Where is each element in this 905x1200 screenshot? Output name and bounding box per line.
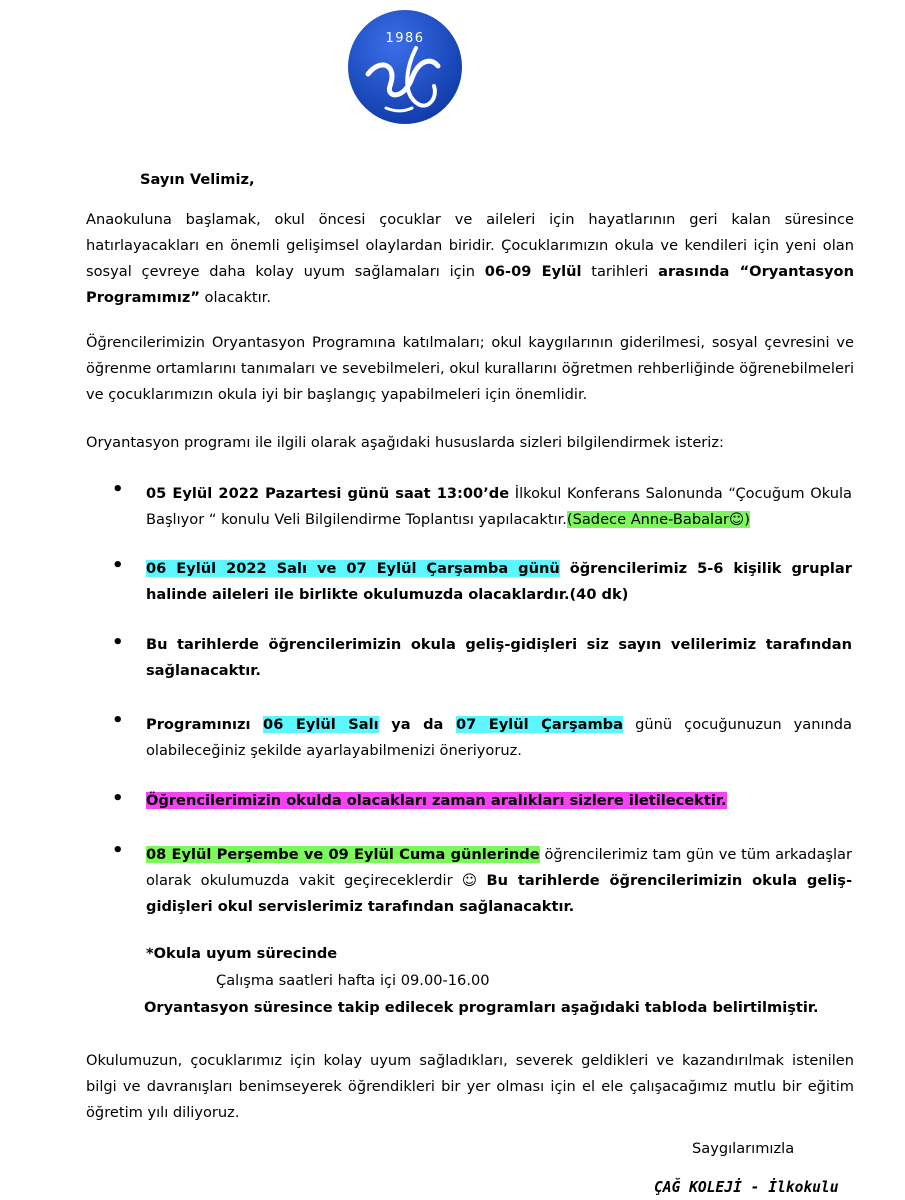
list-item-time-slots: Öğrencilerimizin okulda olacakları zaman aralıkları sizlere iletilecektir. <box>146 792 727 809</box>
school-logo <box>346 8 464 126</box>
intro-paragraph: Anaokuluna başlamak, okul öncesi çocuklar ve aileleri için hayatlarının geri kalan süresince hatırlayacakları en önemli gelişimsel olaylardan biridir. Çocuklarımızın okula ve kendileri için yeni olan sosyal çevreye daha kolay uyum sağlamaları için 06-09 Eylül tarihleri arasında “Oryantasyon Programımız” olacaktır. <box>86 211 854 306</box>
bullet-dot: • <box>112 632 124 653</box>
info-intro: Oryantasyon programı ile ilgili olarak aşağıdaki hususlarda sizleri bilgilendirmek isteriz: <box>86 434 724 451</box>
list-item-full-day: 08 Eylül Perşembe ve 09 Eylül Cuma günlerinde öğrencilerimiz tam gün ve tüm arkadaşlar olarak okulumuzda vakit geçireceklerdir ☺ Bu tarihlerde öğrencilerimizin okula geliş-gidişleri okul servislerimiz tarafından sağlanacaktır. <box>146 846 852 915</box>
bullet-dot: • <box>112 788 124 809</box>
greeting: Sayın Velimiz, <box>140 171 255 188</box>
list-item-schedule: Programınızı 06 Eylül Salı ya da 07 Eylül Çarşamba günü çocuğunuzun yanında olabileceğiniz şekilde ayarlayabilmenizi öneriyoruz. <box>146 716 853 759</box>
bullet-dot: • <box>112 840 124 861</box>
logo-year: 1986 <box>385 31 425 46</box>
bullet-dot: • <box>112 710 124 731</box>
table-note: Oryantasyon süresince takip edilecek programları aşağıdaki tabloda belirtilmiştir. <box>144 999 819 1016</box>
closing-paragraph: Okulumuzun, çocuklarımız için kolay uyum sağladıkları, severek geldikleri ve kazandırılmak istenilen bilgi ve davranışları benimseyerek öğrendikleri bir yer olması için el ele çalışacağımız mutlu bir eğitim öğretim yılı diliyoruz. <box>86 1052 854 1121</box>
list-item-transport-parents: Bu tarihlerde öğrencilerimizin okula geliş-gidişleri siz sayın velilerimiz tarafından sağlanacaktır. <box>146 636 852 679</box>
adaptation-heading: *Okula uyum sürecinde <box>146 945 338 962</box>
bullet-dot: • <box>112 555 124 576</box>
list-item-meeting: 05 Eylül 2022 Pazartesi günü saat 13:00’de İlkokul Konferans Salonunda “Çocuğum Okula Başlıyor “ konulu Veli Bilgilendirme Toplantısı yapılacaktır.(Sadece Anne-Babalar☺) <box>146 485 853 528</box>
school-name: ÇAĞ KOLEJİ - İlkokulu <box>654 1179 839 1196</box>
regards: Saygılarımızla <box>692 1140 795 1157</box>
working-hours: Çalışma saatleri hafta içi 09.00-16.00 <box>216 972 490 989</box>
purpose-paragraph: Öğrencilerimizin Oryantasyon Programına katılmaları; okul kaygılarının giderilmesi, sosyal çevresini ve öğrenme ortamlarını tanımaları ve sevebilmeleri, okul kurallarını öğretmen rehberliğinde öğrenebilmeleri ve çocuklarımızın okula iyi bir başlangıç yapabilmeleri için önemlidir. <box>86 334 854 403</box>
bullet-dot: • <box>112 479 124 500</box>
list-item-group-days: 06 Eylül 2022 Salı ve 07 Eylül Çarşamba günü öğrencilerimiz 5-6 kişilik gruplar halinde aileleri ile birlikte okulumuzda olacaklardır.(40 dk) <box>146 560 852 603</box>
